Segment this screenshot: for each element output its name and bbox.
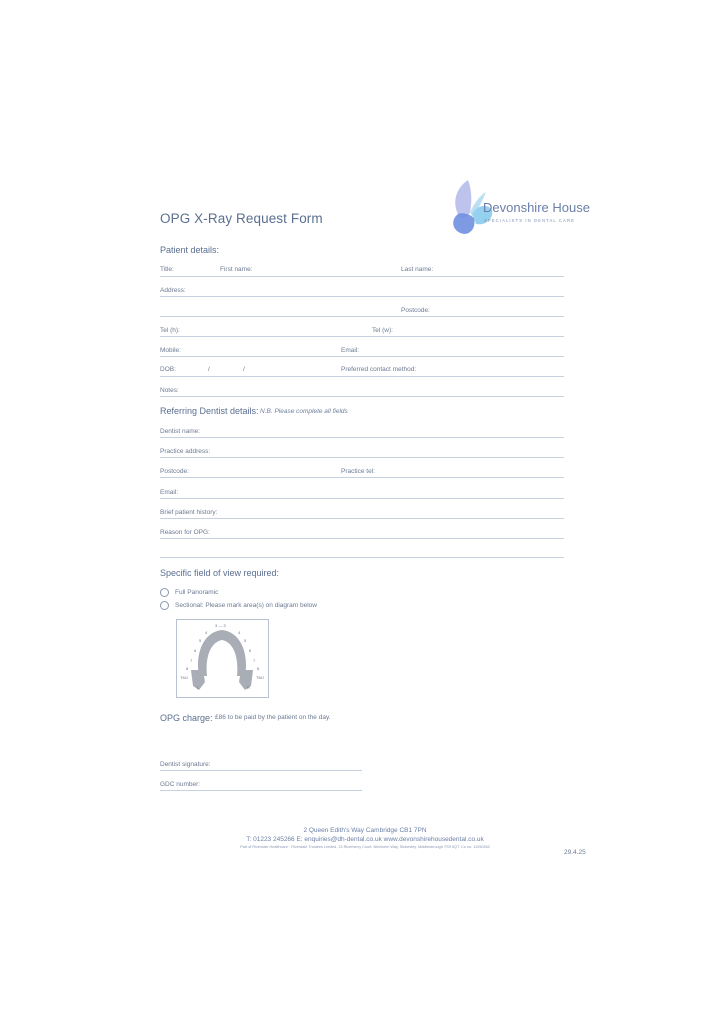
full-panoramic-label: Full Panoramic	[175, 589, 219, 596]
diagram-left-tooth-6: 6	[194, 648, 197, 653]
dentist-name-label: Dentist name:	[160, 428, 201, 435]
logo	[448, 178, 598, 236]
footer-contact: T: 01223 245266 E: enquiries@dh-dental.co.uk www.devonshirehousedental.co.uk	[246, 836, 484, 843]
reason-line-2[interactable]	[160, 557, 564, 558]
patient-email-label: Email:	[341, 347, 360, 354]
opg-charge-text: £86 to be paid by the patient on the day.	[215, 714, 331, 721]
patient-details-heading: Patient details:	[160, 245, 220, 255]
footer-address: 2 Queen Edith's Way Cambridge CB1 7PN	[303, 827, 427, 834]
version-number: 29.4.25	[564, 849, 586, 856]
gdc-line[interactable]	[160, 790, 362, 791]
footer-legal: Part of Riverdale Healthcare · Riverdale Trustees Limited, 13 Riverberry Court, Blenheim Way, Stokesley, Middlesbrough TS9 5QT. Co no. 11050462	[240, 845, 490, 849]
address-line-1[interactable]	[160, 296, 564, 297]
address-label: Address:	[160, 287, 186, 294]
diagram-tmj-right: TMJ	[256, 675, 264, 680]
diagram-bottom-right: R	[247, 685, 250, 690]
patient-history-line[interactable]	[160, 518, 564, 519]
practice-postcode-line[interactable]	[160, 477, 564, 478]
reason-label: Reason for OPG:	[160, 529, 210, 536]
sectional-radio[interactable]	[160, 601, 169, 610]
logo-tagline: SPECIALISTS IN DENTAL CARE	[484, 218, 575, 223]
opg-charge-heading: OPG charge:	[160, 713, 213, 723]
signature-label: Dentist signature:	[160, 761, 211, 768]
patient-history-label: Brief patient history:	[160, 509, 218, 516]
diagram-right-tooth-5: 5	[244, 638, 247, 643]
practice-address-label: Practice address:	[160, 448, 211, 455]
last-name-label: Last name:	[401, 266, 434, 273]
page-title: OPG X-Ray Request Form	[160, 211, 323, 226]
logo-name: Devonshire House	[483, 200, 590, 215]
telephone-line[interactable]	[160, 336, 564, 337]
dentist-email-label: Email:	[160, 489, 179, 496]
diagram-left-tooth-7: 7	[190, 658, 193, 663]
dob-line[interactable]	[160, 376, 564, 377]
dob-separator-1: /	[208, 366, 210, 373]
full-panoramic-radio[interactable]	[160, 588, 169, 597]
mobile-label: Mobile:	[160, 347, 181, 354]
dentist-postcode-label: Postcode:	[160, 468, 189, 475]
diagram-right-tooth-6: 6	[249, 648, 252, 653]
reason-line-1[interactable]	[160, 538, 564, 539]
diagram-left-tooth-5: 5	[199, 638, 202, 643]
mobile-email-line[interactable]	[160, 356, 564, 357]
field-of-view-heading: Specific field of view required:	[160, 568, 280, 578]
diagram-right-tooth-4: 4	[238, 630, 241, 635]
gdc-label: GDC number:	[160, 781, 201, 788]
notes-line[interactable]	[160, 396, 564, 397]
contact-method-label: Preferred contact method:	[341, 366, 417, 373]
signature-line[interactable]	[160, 770, 362, 771]
patient-name-line[interactable]	[160, 276, 564, 277]
dob-separator-2: /	[243, 366, 245, 373]
address-line-2[interactable]	[160, 316, 564, 317]
dental-arch-diagram[interactable]	[176, 619, 269, 698]
dentist-details-heading: Referring Dentist details:	[160, 406, 259, 416]
diagram-right-tooth-7: 7	[253, 658, 256, 663]
dentist-name-line[interactable]	[160, 437, 564, 438]
tel-w-label: Tel (w):	[372, 327, 393, 334]
dentist-note: N.B. Please complete all fields	[260, 408, 348, 415]
notes-label: Notes:	[160, 387, 179, 394]
practice-address-line[interactable]	[160, 457, 564, 458]
practice-tel-label: Practice tel:	[341, 468, 375, 475]
dob-label: DOB:	[160, 366, 176, 373]
first-name-label: First name:	[220, 266, 253, 273]
sectional-label: Sectional: Please mark area(s) on diagram below	[175, 602, 317, 609]
dentist-email-line[interactable]	[160, 498, 564, 499]
diagram-top-label: 3 — 3	[215, 623, 226, 628]
diagram-left-tooth-8: 8	[186, 666, 189, 671]
diagram-left-tooth-4: 4	[205, 630, 208, 635]
diagram-tmj-left: TMJ	[180, 675, 188, 680]
diagram-bottom-left: L	[197, 685, 200, 690]
tel-h-label: Tel (h):	[160, 327, 180, 334]
patient-postcode-label: Postcode:	[401, 307, 430, 314]
diagram-right-tooth-8: 8	[257, 666, 260, 671]
title-label: Title:	[160, 266, 174, 273]
